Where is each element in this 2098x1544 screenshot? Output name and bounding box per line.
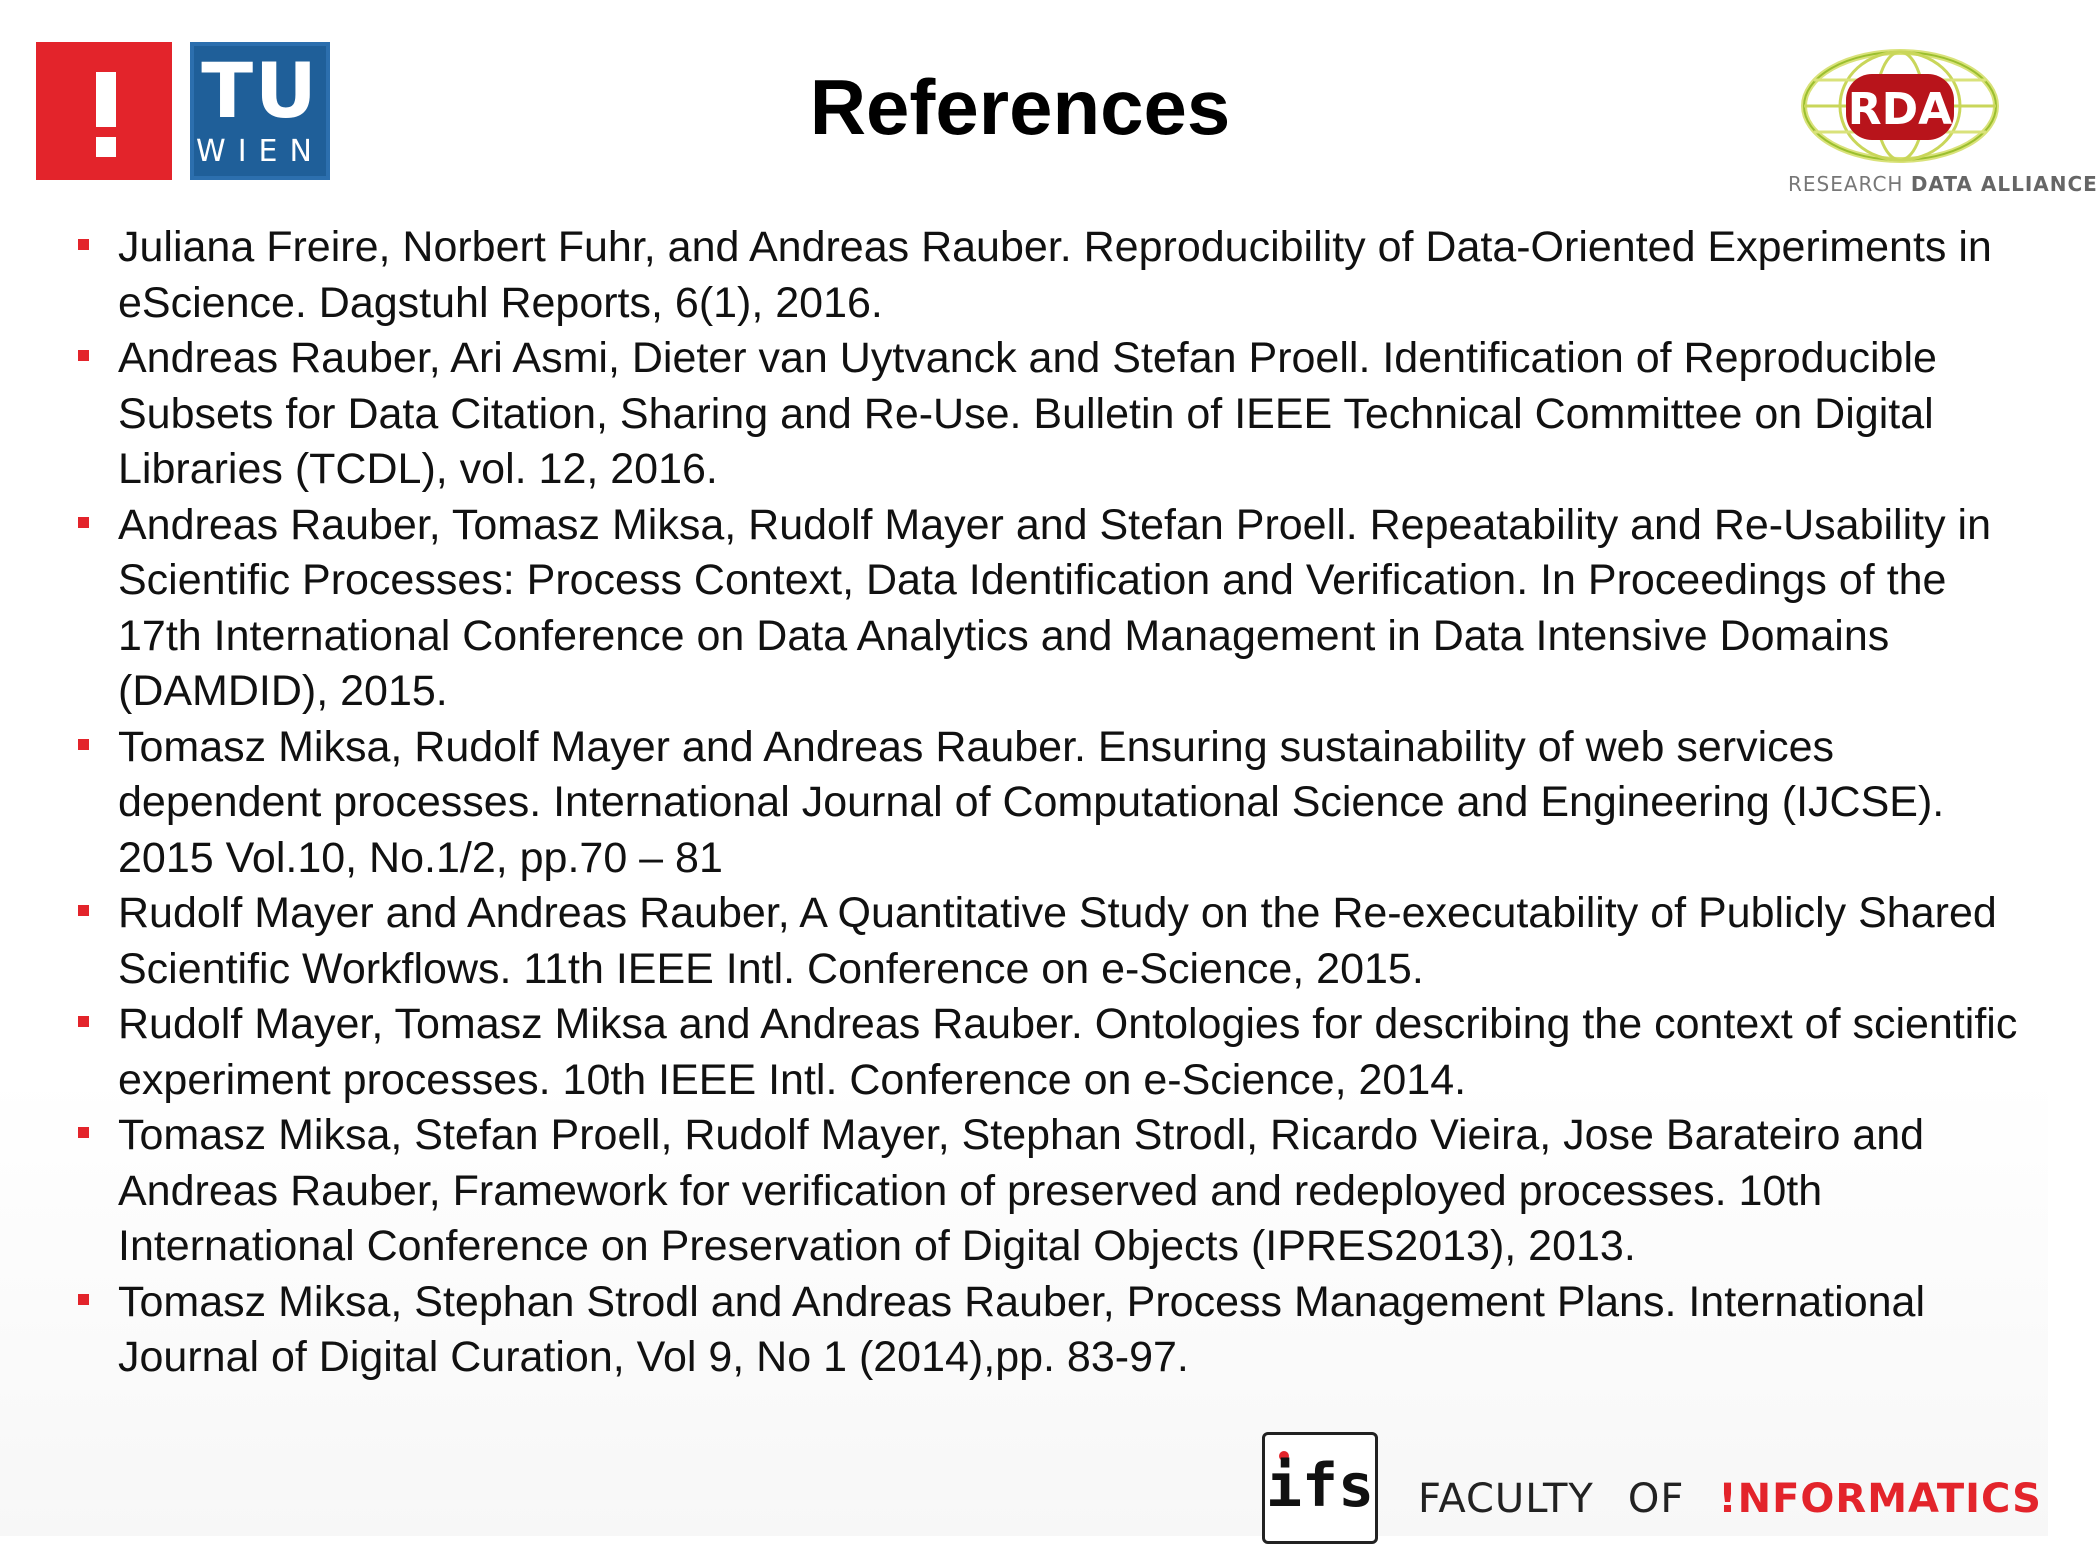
reference-text: Andreas Rauber, Ari Asmi, Dieter van Uytvanck and Stefan Proell. Identification of Reproducible Subsets for Data Citation, Sharing and Re-Use. Bulletin of IEEE Technical Committee on Digital Libraries (TCDL), vol. 12, 2016. [118,334,1937,493]
page-title: References [809,63,1231,151]
rda-globe-icon [1780,40,2030,170]
reference-item [78,886,2018,997]
reference-item [78,720,2018,887]
rda-caption-light: RESEARCH [1788,172,1904,196]
rda-letters: RDA [1847,84,1953,135]
reference-text: Rudolf Mayer, Tomasz Miksa and Andreas Rauber. Ontologies for describing the context of scientific experiment processes. 10th IEEE Intl. Conference on e-Science, 2014. [118,1000,2018,1104]
reference-text: Juliana Freire, Norbert Fuhr, and Andreas Rauber. Reproducibility of Data-Oriented Experiments in eScience. Dagstuhl Reports, 6(1), 2016. [118,223,1992,327]
bullet-icon [78,739,89,750]
reference-text: Tomasz Miksa, Rudolf Mayer and Andreas Rauber. Ensuring sustainability of web services dependent processes. International Journal of Computational Science and Engineering (IJCSE). 2015 Vol.10, No.1/2, pp.70 – 81 [118,722,1945,882]
faculty-word: FACULTY [1418,1476,1594,1522]
tu-wien-block [190,42,330,180]
reference-text: Rudolf Mayer and Andreas Rauber, A Quantitative Study on the Re-executability of Publicly Shared Scientific Workflows. 11th IEEE Intl. Conference on e-Science, 2015. [118,889,1997,993]
reference-item [78,1108,2018,1275]
bullet-icon [78,239,89,250]
reference-item [78,1275,2018,1386]
reference-text: Tomasz Miksa, Stephan Strodl and Andreas Rauber, Process Management Plans. International Journal of Digital Curation, Vol 9, No 1 (2014),pp. 83-97. [118,1277,1926,1381]
bullet-icon [78,1016,89,1027]
exclamation-dot [96,137,116,157]
bullet-icon [78,350,89,361]
reference-item [78,498,2018,720]
ifs-logo [1262,1432,1378,1544]
reference-text: Tomasz Miksa, Stefan Proell, Rudolf Mayer, Stephan Strodl, Ricardo Vieira, Jose Barateiro and Andreas Rauber, Framework for verification of preserved and redeployed processes. 10th International Conference on Preservation of Digital Objects (IPRES2013), 2013. [118,1111,1925,1270]
wien-letters: WIEN [196,134,324,169]
rda-caption [1788,172,2098,196]
reference-item [78,331,2018,498]
rda-caption-bold: DATA ALLIANCE [1910,172,2098,196]
bullet-icon [78,905,89,916]
reference-item [78,220,2018,331]
reference-text: Andreas Rauber, Tomasz Miksa, Rudolf Mayer and Stefan Proell. Repeatability and Re-Usability in Scientific Processes: Process Context, Data Identification and Verification. In Proceedings of the 17th International Conference on Data Analytics and Management in Data Intensive Domains (DAMDID), 2015. [118,500,1992,715]
reference-item [78,997,2018,1108]
of-word: OF [1627,1476,1685,1522]
informatics-word: !NFORMATICS [1718,1476,2042,1522]
tu-wien-logo [36,42,336,182]
exclamation-bar [96,72,116,127]
ifs-letters: ifs [1265,1451,1375,1521]
references-list [78,220,2018,1386]
rda-logo [1780,40,2098,210]
tu-letters: TU [201,46,319,135]
tu-exclamation-block [36,42,172,180]
bullet-icon [78,517,89,528]
bullet-icon [78,1294,89,1305]
faculty-of-informatics-wordmark [1418,1476,2042,1522]
bullet-icon [78,1127,89,1138]
